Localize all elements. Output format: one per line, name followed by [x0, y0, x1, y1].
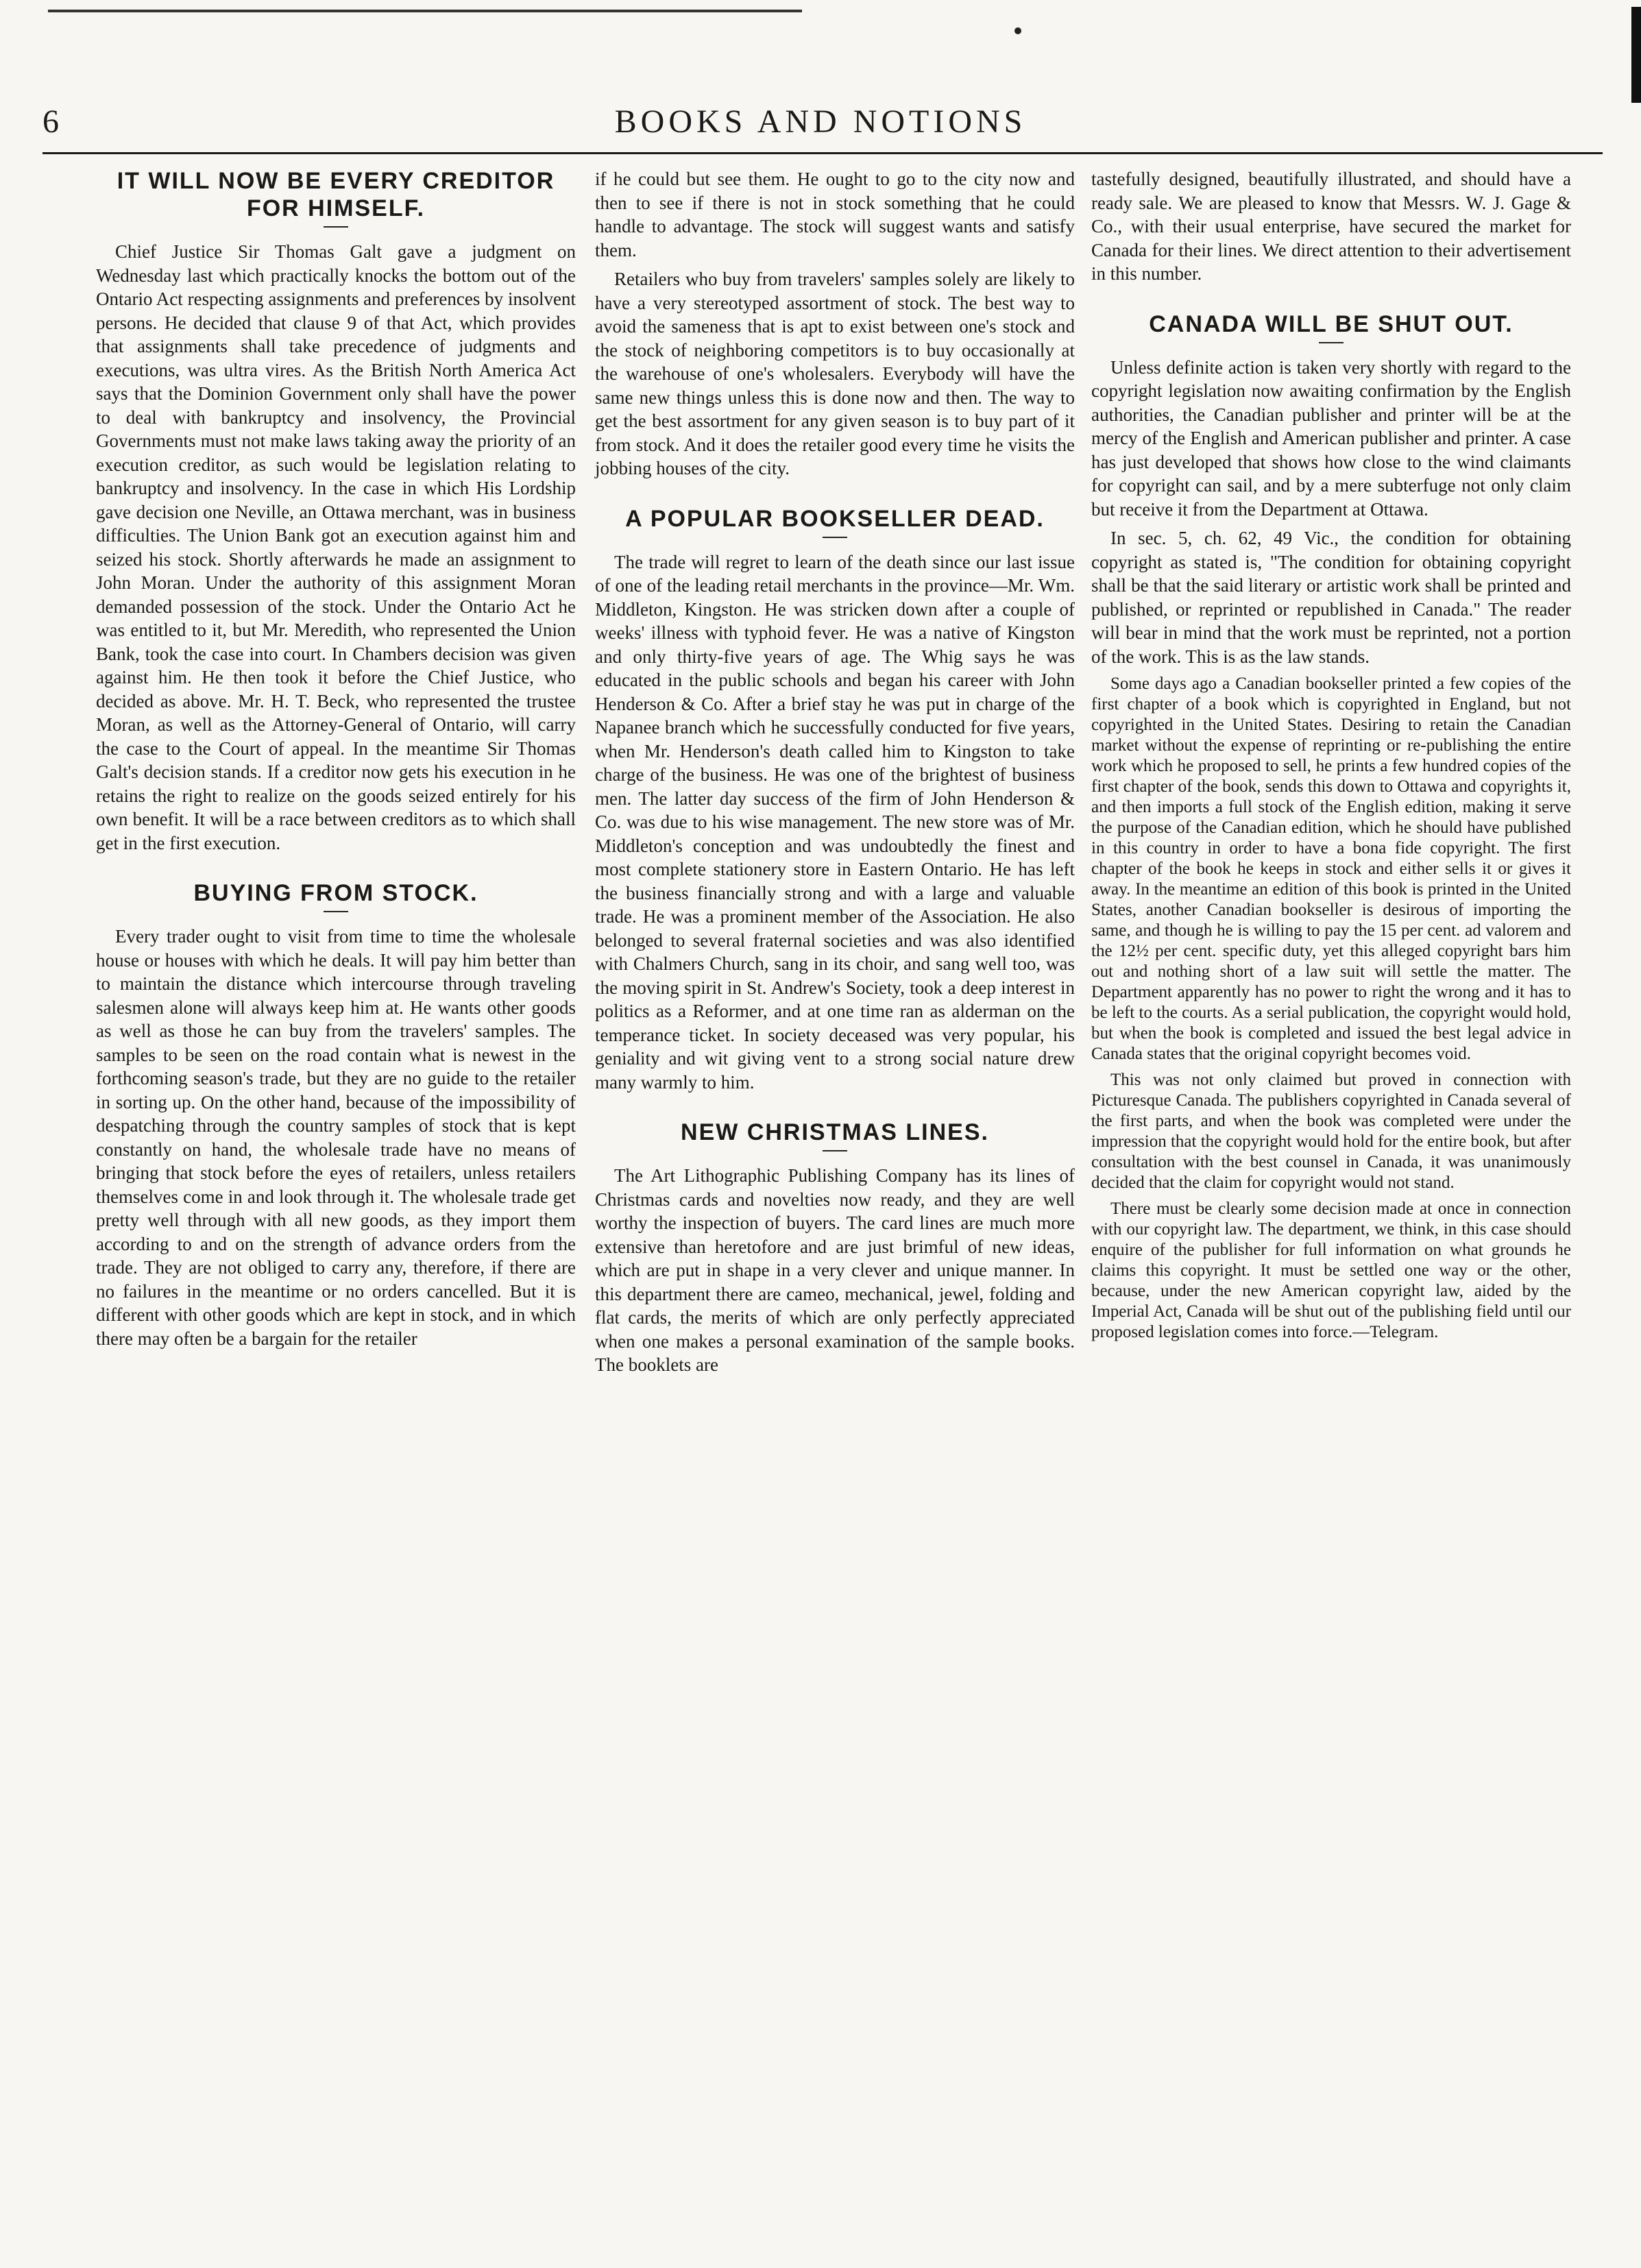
- headline-canada: CANADA WILL BE SHUT OUT.: [1149, 310, 1514, 337]
- article-paragraph: The Art Lithographic Publishing Company has its lines of Christmas cards and novelties now ready, and they are well worthy the inspection of buyers. The card lines are much more extensive than heretofore and are just brimful of new ideas, which are put in shape in a very clever and unique manner. In this department there are cameo, mechanical, jewel, folding and flat cards, the merits of which are only perfectly appreciated when one makes a personal examination of the sample books. The booklets are: [595, 1165, 1075, 1375]
- headline-christmas: NEW CHRISTMAS LINES.: [681, 1119, 989, 1145]
- column-2: [595, 167, 1075, 1382]
- article-paragraph: Chief Justice Sir Thomas Galt gave a judgment on Wednesday last which practically knocks the bottom out of the Ontario Act respecting assignments and preferences by insolvent persons. He decided that clause 9 of that Act, which provides that assignments shall take precedence of judgments and executions, was ultra vires. As the British North America Act says that the Dominion Government only shall have the power to deal with bankruptcy and insolvency, the Provincial Governments must not make laws taking away the priority of an execution creditor, as such would be legislation relating to bankruptcy and insolvency. In the case in which His Lordship gave decision one Neville, an Ottawa merchant, was in business difficulties. The Union Bank got an execution against him and seized his stock. Shortly afterwards he made an assignment to John Moran. Under the authority of this assignment Moran demanded possession of the stock. Under the Ontario Act he was entitled to it, but Mr. Meredith, who represented the Union Bank, took the case into court. In Chambers decision was given against him. He then took it before the Chief Justice, who decided as above. Mr. H. T. Beck, who represented the trustee Moran, as well as the Attorney-General of Ontario, will carry the case to the Court of appeal. In the meantime Sir Thomas Galt's decision stands. If a creditor now gets his execution in he retains the right to realize on the goods seized entirely for his own benefit. It will be a race between creditors as to which shall get in the first execution.: [96, 241, 576, 853]
- column-3: [1091, 167, 1571, 1348]
- column-1: [96, 167, 576, 1356]
- masthead-title: BOOKS AND NOTIONS: [614, 103, 1027, 140]
- header-rule: [42, 152, 1603, 154]
- article-paragraph: Some days ago a Canadian bookseller printed a few copies of the first chapter of a book which is copyrighted in England, but not copyrighted in the United States. Desiring to retain the Canadian market without the expense of reprinting or re-publishing the entire work which he proposed to sell, he prints a few hundred copies of the first chapter of the book, sends this down to Ottawa and copyrights it, and then imports a full stock of the English edition, making it serve the purpose of the Canadian edition, which he should have published in this country in order to have a bona fide copyright. The first chapter of the book he keeps in stock and either sells it or gives it away. In the meantime an edition of this book is printed in the United States, another Canadian bookseller is desirous of importing the same, and though he is willing to pay the 15 per cent. ad valorem and the 12½ per cent. specific duty, yet this alleged copyright bars him out and nothing short of a law suit will settle the matter. The Department apparently has no power to right the wrong and it has to be left to the courts. As a serial publication, the copyright would hold, but when the book is completed and issued the best legal advice in Canada states that the original copyright becomes void.: [1091, 674, 1571, 1063]
- article-paragraph: tastefully designed, beautifully illustrated, and should have a ready sale. We are pleased to know that Messrs. W. J. Gage & Co., with their usual enterprise, have secured the market for Canada for their lines. We direct attention to their advertisement in this number.: [1091, 169, 1571, 284]
- article-paragraph: This was not only claimed but proved in connection with Picturesque Canada. The publishers copyrighted in Canada several of the first parts, and when the book was completed were under the impression that the copyright would hold for the entire book, but after consultation with the best counsel in Canada, it was unanimously decided that the claim for copyright would not stand.: [1091, 1071, 1571, 1192]
- article-paragraph: Unless definite action is taken very shortly with regard to the copyright legislation now awaiting confirmation by the English authorities, the Canadian publisher and printer will be at the mercy of the English and American publisher and printer. A case has just developed that shows how close to the wind claimants for copyright can sail, and by a mere subterfuge not only claim but receive it from the Department at Ottawa.: [1091, 356, 1571, 520]
- article-paragraph: There must be clearly some decision made at once in connection with our copyright law. The department, we think, in this case should enquire of the publisher for full information on what grounds he claims this copyright. It must be settled one way or the other, because, under the new American copyright law, aided by the Imperial Act, Canada will be shut out of the publishing field until our proposed legislation comes into force.—Telegram.: [1091, 1199, 1571, 1341]
- article-paragraph: Every trader ought to visit from time to time the wholesale house or houses with which he deals. It will pay him better than to maintain the distance which intercourse through traveling salesmen alone will always keep him at. He wants other goods as well as those he can buy from the travelers' samples. The samples to be seen on the road contain what is newest in the forthcoming season's trade, but they are no guide to the retailer in sorting up. On the other hand, because of the impossibility of despatching through the country samples of stock that is kept constantly on hand, the wholesale trade have no means of bringing that stock before the eyes of retailers, unless retailers themselves come in and look through it. The wholesale trade get pretty well through with all new goods, as they import them according to and on the strength of advance orders from the trade. They are not obliged to carry any, therefore, if there are no failures in the meantime or no orders cancelled. But it is different with other goods which are kept in stock, and in which there may often be a bargain for the retailer: [96, 926, 576, 1349]
- article-paragraph: Retailers who buy from travelers' samples solely are likely to have a very stereotyped assortment of stock. The best way to avoid the sameness that is apt to exist between one's stock and the stock of neighboring competitors is to buy occasionally at the warehouse of one's wholesalers. Everybody will have the same new things unless this is done now and then. The way to get the best assortment for any given season is to buy part of it from stock. And it does the retailer good every time he visits the jobbing houses of the city.: [595, 269, 1075, 478]
- article-paragraph: In sec. 5, ch. 62, 49 Vic., the condition for obtaining copyright as stated is, "The condition for obtaining copyright shall be that the said literary or artistic work shall be printed and published, or reprinted or republished in Canada." The reader will bear in mind that the work must be reprinted, not a portion of the work. This is as the law stands.: [1091, 528, 1571, 667]
- headline-dash: [823, 537, 847, 538]
- page-number: 6: [42, 103, 59, 140]
- headline-creditor: IT WILL NOW BE EVERY CREDITOR FOR HIMSELF.: [117, 168, 555, 221]
- article-paragraph: if he could but see them. He ought to go to the city now and then to see if there is not in stock something that he could handle to advantage. The stock will suggest wants and satisfy them.: [595, 169, 1075, 260]
- headline-dash: [324, 226, 348, 228]
- headline-stock: BUYING FROM STOCK.: [193, 880, 478, 906]
- headline-dash: [324, 911, 348, 912]
- article-paragraph: The trade will regret to learn of the death since our last issue of one of the leading retail merchants in the province—Mr. Wm. Middleton, Kingston. He was stricken down after a couple of weeks' illness with typhoid fever. He was a native of Kingston and only thirty-five years of age. The Whig says he was educated in the public schools and began his career with John Henderson & Co. After a brief stay he was put in charge of the Napanee branch which he successfully conducted for five years, when Mr. Henderson's death called him to Kingston to take charge of the business. He was one of the brightest of business men. The latter day success of the firm of John Henderson & Co. was due to his wise management. The new store was of Mr. Middleton's conception and was undoubtedly the finest and most complete stationery store in Eastern Ontario. He has left the business financially strong and with a large and valuable trade. He was a prominent member of the Association. He also belonged to several fraternal societies and was also identified with Chalmers Church, sang in its choir, and sang well too, was the moving spirit in St. Andrew's Society, took a deep interest in politics as a Reformer, and at one time ran as alderman on the temperance ticket. In society deceased was very popular, his geniality and wit giving vent to a strong social nature drew many warmly to him.: [595, 551, 1075, 1093]
- page-edge-bar: [1631, 7, 1641, 103]
- top-scan-rule: [48, 10, 802, 12]
- headline-dash: [823, 1150, 847, 1151]
- scan-speck: [1014, 27, 1021, 34]
- headline-dash: [1319, 342, 1344, 343]
- headline-bookseller: A POPULAR BOOKSELLER DEAD.: [625, 505, 1045, 532]
